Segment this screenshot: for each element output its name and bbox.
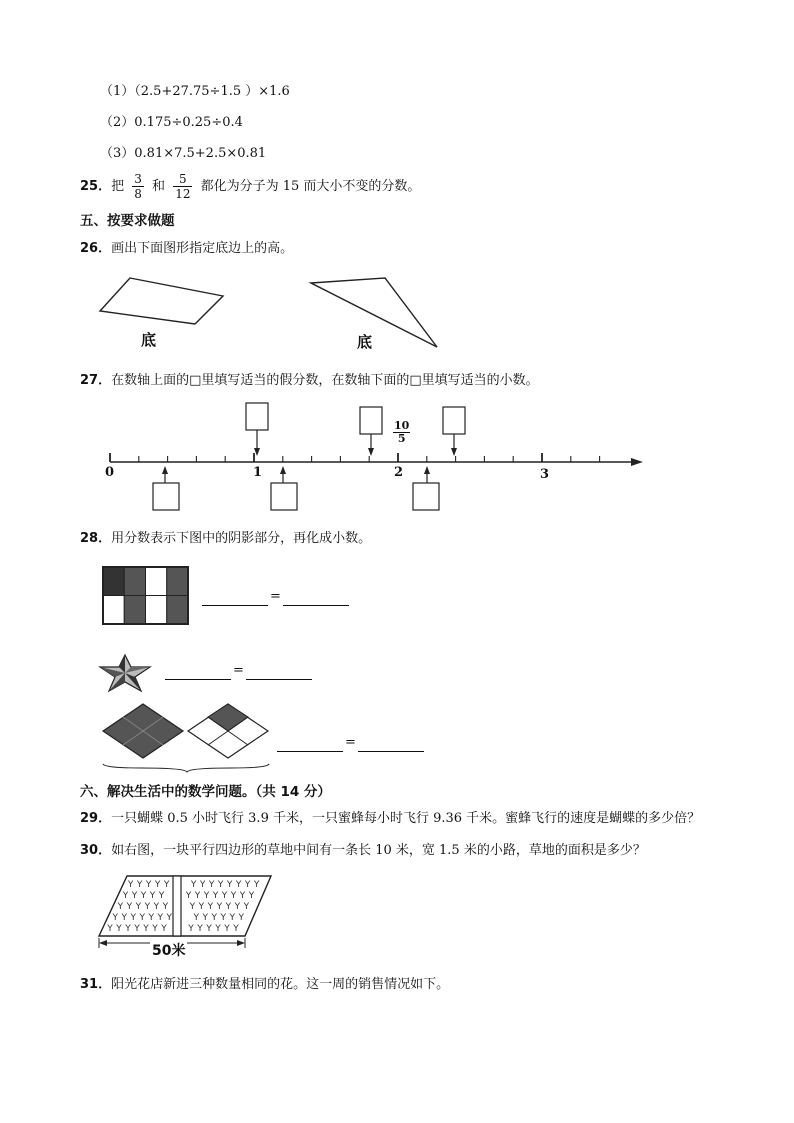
question-text: 在数轴上面的□里填写适当的假分数，在数轴下面的□里填写适当的小数。 bbox=[111, 373, 539, 388]
grass-tuft: Y bbox=[163, 880, 170, 890]
grass-tuft: Y bbox=[193, 913, 199, 923]
decimal-blank[interactable] bbox=[283, 591, 349, 606]
answer-box-above-2[interactable] bbox=[360, 407, 382, 434]
fraction-blank[interactable] bbox=[277, 737, 343, 752]
arrow-left-icon bbox=[99, 940, 107, 946]
answer-line-star bbox=[165, 662, 312, 680]
base-label-triangle: 底 bbox=[357, 333, 373, 351]
grid-cells bbox=[103, 567, 188, 624]
grass-tuft: Y bbox=[197, 924, 203, 934]
grass-tuft: Y bbox=[140, 891, 147, 901]
arrow-right-icon bbox=[631, 458, 643, 466]
equals-sign: = bbox=[345, 735, 356, 750]
equals-sign: = bbox=[270, 589, 281, 604]
grass-tuft: Y bbox=[203, 891, 210, 901]
grass-tuft: Y bbox=[153, 902, 160, 912]
question-26 bbox=[80, 240, 293, 258]
tick-label-2: 2 bbox=[394, 465, 404, 480]
grass-tuft: Y bbox=[248, 891, 255, 901]
question-29 bbox=[80, 810, 700, 828]
calc-item-1: （1）（2.5+27.75÷1.5 ）×1.6 bbox=[100, 84, 290, 99]
grass-tuft: Y bbox=[190, 880, 197, 890]
grass-tuft: Y bbox=[127, 880, 134, 890]
number-line-ticks bbox=[110, 453, 600, 462]
denominator: 12 bbox=[175, 187, 191, 201]
grass-tuft: Y bbox=[135, 902, 142, 912]
question-number: 28． bbox=[80, 531, 112, 546]
calc-item-2: （2）0.175÷0.25÷0.4 bbox=[100, 115, 243, 130]
grid-cell-shaded bbox=[167, 567, 188, 596]
path-strip bbox=[173, 876, 181, 936]
grass-tuft: Y bbox=[131, 891, 138, 901]
grass-tuft: Y bbox=[208, 880, 215, 890]
grass-tuft: Y bbox=[207, 902, 214, 912]
grass-tuft: Y bbox=[121, 913, 127, 923]
brace-icon bbox=[103, 764, 269, 772]
grid-cell-empty bbox=[103, 596, 124, 625]
number-line-figure bbox=[95, 395, 655, 525]
grass-tuft: Y bbox=[116, 924, 122, 934]
arrow-right-icon bbox=[237, 940, 245, 946]
answer-line-grid bbox=[202, 588, 349, 606]
fraction-3-8 bbox=[132, 172, 144, 201]
tick-label-1: 1 bbox=[253, 465, 263, 480]
numerator: 5 bbox=[173, 172, 192, 187]
answer-line-rhombus bbox=[277, 734, 424, 752]
answer-box-below-2[interactable] bbox=[271, 483, 297, 510]
section-heading-6: 六、解决生活中的数学问题。（共 14 分） bbox=[80, 784, 331, 800]
answer-box-below-1[interactable] bbox=[153, 483, 179, 510]
question-text: 画出下面图形指定底边上的高。 bbox=[111, 241, 294, 256]
answer-box-below-3[interactable] bbox=[413, 483, 439, 510]
grass-tuft: Y bbox=[238, 913, 244, 923]
grass-tuft: Y bbox=[244, 880, 251, 890]
tick-label-3: 3 bbox=[540, 467, 550, 482]
question-text: 阳光花店新进三种数量相同的花。这一周的销售情况如下。 bbox=[111, 977, 450, 992]
arrow-up-icon bbox=[424, 466, 430, 474]
arrow-down-icon bbox=[451, 448, 457, 456]
grass-tuft: Y bbox=[107, 924, 113, 934]
grass-tuft: Y bbox=[157, 913, 163, 923]
question-31 bbox=[80, 976, 449, 994]
arrow-up-icon bbox=[280, 466, 286, 474]
question-27 bbox=[80, 372, 539, 390]
fraction-blank[interactable] bbox=[202, 591, 268, 606]
shaded-grid-figure bbox=[102, 566, 192, 626]
grass-tuft: Y bbox=[166, 913, 172, 923]
grass-tuft: Y bbox=[149, 891, 156, 901]
question-number: 31． bbox=[80, 977, 112, 992]
grass-tuft: Y bbox=[189, 902, 196, 912]
grass-tuft: Y bbox=[199, 880, 206, 890]
numerator: 3 bbox=[134, 172, 142, 186]
question-28 bbox=[80, 530, 371, 548]
grass-tuft: Y bbox=[148, 913, 154, 923]
parallelogram-shape bbox=[100, 278, 223, 324]
grass-tuft: Y bbox=[215, 924, 221, 934]
question-text: 一只蝴蝶 0.5 小时飞行 3.9 千米，一只蜜蜂每小时飞行 9.36 千米。蜜蜂飞行的速度是蝴蝶的多少倍？ bbox=[111, 811, 701, 826]
grass-tuft: Y bbox=[221, 891, 228, 901]
grass-tuft: Y bbox=[122, 891, 129, 901]
grass-tuft: Y bbox=[239, 891, 246, 901]
fraction-blank[interactable] bbox=[165, 665, 231, 680]
question-30 bbox=[80, 842, 646, 860]
q25-pre: 把 bbox=[111, 179, 125, 194]
grid-cell-empty bbox=[146, 596, 167, 625]
grass-tuft: Y bbox=[158, 891, 165, 901]
question-number: 27． bbox=[80, 373, 112, 388]
question-25 bbox=[80, 172, 420, 202]
question-text: 用分数表示下图中的阴影部分，再化成小数。 bbox=[111, 531, 372, 546]
grass-tuft: Y bbox=[234, 902, 241, 912]
grass-tuft: Y bbox=[225, 902, 232, 912]
question-number: 30． bbox=[80, 843, 112, 858]
shaded-star-figure bbox=[98, 653, 158, 693]
question-number: 25． bbox=[80, 179, 112, 194]
grass-tuft: Y bbox=[188, 924, 194, 934]
grass-tuft: Y bbox=[139, 913, 145, 923]
shaded-rhombus-figures bbox=[101, 702, 281, 772]
grass-tuft: Y bbox=[198, 902, 205, 912]
grass-tuft: Y bbox=[144, 902, 151, 912]
grass-tuft: Y bbox=[212, 891, 219, 901]
q25-mid: 和 bbox=[152, 179, 166, 194]
denominator: 5 bbox=[397, 432, 406, 445]
grass-tuft: Y bbox=[202, 913, 208, 923]
grass-tuft: Y bbox=[145, 880, 152, 890]
grass-tuft: Y bbox=[229, 913, 235, 923]
numerator: 10 bbox=[394, 419, 410, 432]
grass-tuft: Y bbox=[162, 902, 169, 912]
question-number: 26． bbox=[80, 241, 112, 256]
base-label-parallelogram: 底 bbox=[141, 331, 157, 349]
grid-cell-empty bbox=[146, 567, 167, 596]
grass-tuft: Y bbox=[134, 924, 140, 934]
question-number: 29． bbox=[80, 811, 112, 826]
grass-tuft: Y bbox=[230, 891, 237, 901]
decimal-blank[interactable] bbox=[246, 665, 312, 680]
grass-tuft: Y bbox=[112, 913, 118, 923]
arrow-down-icon bbox=[368, 448, 374, 456]
grass-tuft: Y bbox=[194, 891, 201, 901]
grass-tuft: Y bbox=[211, 913, 217, 923]
grass-tuft: Y bbox=[220, 913, 226, 923]
section-heading-5: 五、按要求做题 bbox=[80, 213, 175, 229]
fraction-5-12 bbox=[173, 172, 192, 201]
triangle-shape bbox=[311, 278, 437, 347]
grass-tuft: Y bbox=[226, 880, 233, 890]
calc-item-3: （3）0.81×7.5+2.5×0.81 bbox=[100, 146, 267, 161]
grass-tuft: Y bbox=[253, 880, 260, 890]
equals-sign: = bbox=[233, 663, 244, 678]
grass-tuft: Y bbox=[136, 880, 143, 890]
decimal-blank[interactable] bbox=[358, 737, 424, 752]
arrow-up-icon bbox=[162, 466, 168, 474]
grass-tuft: Y bbox=[235, 880, 242, 890]
grass-tuft: Y bbox=[243, 902, 250, 912]
dimension-label-50m: 50米 bbox=[152, 943, 186, 959]
tick-label-0: 0 bbox=[105, 465, 115, 480]
grass-tuft: Y bbox=[117, 902, 124, 912]
grass-tuft: Y bbox=[126, 902, 133, 912]
grass-tuft: Y bbox=[224, 924, 230, 934]
denominator: 8 bbox=[134, 187, 142, 201]
grid-cell-shaded bbox=[103, 567, 124, 596]
fraction-10-5-label bbox=[393, 420, 410, 445]
grid-cell-shaded bbox=[124, 596, 145, 625]
grass-tuft: Y bbox=[206, 924, 212, 934]
grass-tuft: Y bbox=[125, 924, 131, 934]
grass-tuft: Y bbox=[217, 880, 224, 890]
answer-box-above-3[interactable] bbox=[443, 407, 465, 434]
grid-cell-shaded bbox=[124, 567, 145, 596]
grass-tuft: Y bbox=[154, 880, 161, 890]
grass-tuft: Y bbox=[216, 902, 223, 912]
answer-box-above-1[interactable] bbox=[246, 403, 268, 430]
grass-tuft: Y bbox=[233, 924, 239, 934]
grass-tuft: Y bbox=[143, 924, 149, 934]
grass-tuft: Y bbox=[152, 924, 158, 934]
grid-cell-shaded bbox=[167, 596, 188, 625]
q25-post: 都化为分子为 15 而大小不变的分数。 bbox=[200, 179, 421, 194]
grass-tuft: Y bbox=[161, 924, 167, 934]
grass-tuft: Y bbox=[130, 913, 136, 923]
question-text: 如右图，一块平行四边形的草地中间有一条长 10 米，宽 1.5 米的小路，草地的面积是多少？ bbox=[111, 843, 646, 858]
grass-tuft: Y bbox=[185, 891, 192, 901]
